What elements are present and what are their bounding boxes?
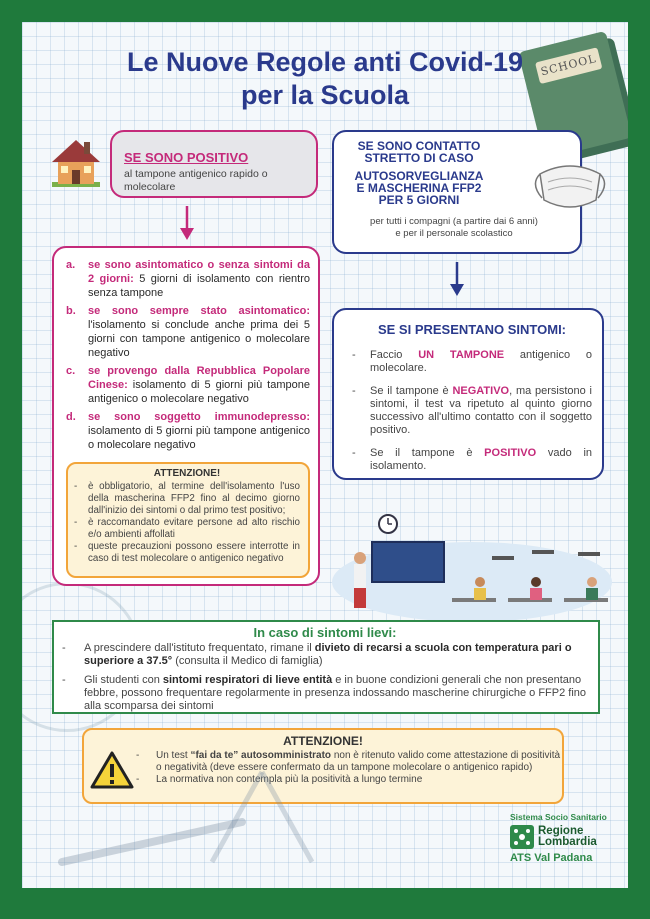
positive-subtitle: al tampone antigenico rapido o molecolare <box>124 168 268 193</box>
symptoms-box <box>332 308 604 480</box>
final-attention-title: ATTENZIONE! <box>283 734 363 748</box>
item-text: isolamento di 5 giorni più tampone antigenico o molecolare negativo <box>88 425 310 451</box>
contact-note: per tutti i compagni (a partire dai 6 anni) e per il personale scolastico <box>370 216 538 239</box>
mild-symptoms-title: In caso di sintomi lievi: <box>253 625 397 640</box>
arrow-down-icon <box>450 262 464 296</box>
positive-title: SE SONO POSITIVO <box>124 150 249 165</box>
item-highlight: se sono soggetto immunodepresso: <box>88 411 310 423</box>
item-text: isolamento di 5 giorni più tampone antigenico o molecolare negativo <box>88 379 310 405</box>
item-letter: d. <box>66 411 76 423</box>
contact-title: SE SONO CONTATTO STRETTO DI CASO <box>357 139 481 165</box>
regione-lombardia-logo <box>510 812 620 864</box>
compass-decoration <box>182 762 342 872</box>
title-line-2: per la Scuola <box>240 80 410 110</box>
page-title <box>22 46 628 112</box>
arrow-down-icon <box>180 206 194 240</box>
item-letter: c. <box>66 365 76 377</box>
house-icon <box>46 132 106 192</box>
positive-details-box <box>52 246 320 586</box>
mask-icon <box>530 152 610 222</box>
symptoms-title: SE SI PRESENTANO SINTOMI: <box>377 322 567 337</box>
list-marker: - <box>62 642 66 654</box>
logo-ats: ATS Val Padana <box>510 852 593 864</box>
item-highlight: se sono sempre stato asintomatico: <box>88 305 310 317</box>
symptoms-list <box>352 349 592 473</box>
logo-system-name: Sistema Socio Sanitario <box>510 812 607 822</box>
list-marker: - <box>352 349 356 361</box>
positive-attention-box <box>66 462 310 578</box>
book-label: SCHOOL <box>535 47 602 84</box>
list-item <box>66 258 310 300</box>
item-text: l'isolamento si conclude anche prima dei 5 giorni con tampone antigenico o molecolare negativo <box>88 319 310 359</box>
list-marker: - <box>352 447 356 459</box>
item-letter: b. <box>66 305 76 317</box>
list-item: - La normativa non contempla più la positività a lungo termine <box>136 774 423 785</box>
list-item <box>66 410 310 452</box>
classroom-illustration <box>332 512 618 622</box>
item-letter: a. <box>66 259 76 271</box>
positive-cases-list <box>66 258 310 452</box>
list-marker: - <box>74 517 78 528</box>
contact-measure: AUTOSORVEGLIANZA E MASCHERINA FFP2 PER 5 GIORNI <box>354 169 484 207</box>
list-item: - è raccomandato evitare persone ad alto rischio e/o ambienti affollati <box>74 517 300 540</box>
list-item <box>66 364 310 406</box>
list-item: - Un test “fai da te” autosomministrato non è ritenuto valido come attestazione di positività o negatività (deve essere confermato da un tampone molecolare o antigenico rapido) <box>136 750 561 773</box>
item-highlight: se sono asintomatico o senza sintomi da 2 giorni: <box>88 259 310 285</box>
title-line-1: Le Nuove Regole anti Covid-19 <box>126 47 524 77</box>
list-item: - A prescindere dall'istituto frequentato, rimane il divieto di recarsi a scuola con temperatura pari o superiore a 37.5° (consulta il Medico di famiglia) <box>62 642 572 667</box>
item-highlight: se provengo dalla Repubblica Popolare Cinese: <box>88 365 310 391</box>
list-marker: - <box>74 541 78 552</box>
item-text: 5 giorni di isolamento con rientro senza tampone <box>88 273 311 299</box>
list-marker: - <box>74 481 78 492</box>
list-marker: - <box>352 385 356 397</box>
list-item <box>66 304 310 360</box>
list-item: - Se il tampone è NEGATIVO, ma persistono i sintomi, il test va ripetuto al quinto giorno successivo all'ultimo contatto con il soggetto positivo. <box>352 385 593 436</box>
list-item: - queste precauzioni possono essere interrotte in caso di test molecolare o antigenico negativo <box>74 541 300 564</box>
attention-list <box>74 481 300 565</box>
list-item: - Gli studenti con sintomi respiratori di lieve entità e in buone condizioni generali che non presentano febbre, possono frequentare regolarmente in presenza indossando mascherine chirurgiche o FFP2 fino alla scomparsa dei sintomi <box>62 674 587 712</box>
poster <box>22 22 628 888</box>
list-marker: - <box>136 774 140 785</box>
logo-region: Regione Lombardia <box>538 825 597 848</box>
list-item: - Se il tampone è POSITIVO vado in isolamento. <box>352 447 593 472</box>
list-marker: - <box>62 674 66 686</box>
rosa-camuna-icon <box>510 825 534 849</box>
list-item: - Faccio UN TAMPONE antigenico o molecolare. <box>352 349 592 374</box>
positive-header-box <box>110 130 318 198</box>
mild-symptoms-list <box>62 642 588 713</box>
warning-icon <box>90 750 134 790</box>
list-marker: - <box>136 750 140 761</box>
attention-title: ATTENZIONE! <box>153 468 221 479</box>
list-item: - è obbligatorio, al termine dell'isolamento l'uso della mascherina FFP2 fino al decimo giorno dall'inizio dei sintomi o dal primo test positivo; <box>74 481 300 516</box>
mild-symptoms-box <box>52 620 600 714</box>
